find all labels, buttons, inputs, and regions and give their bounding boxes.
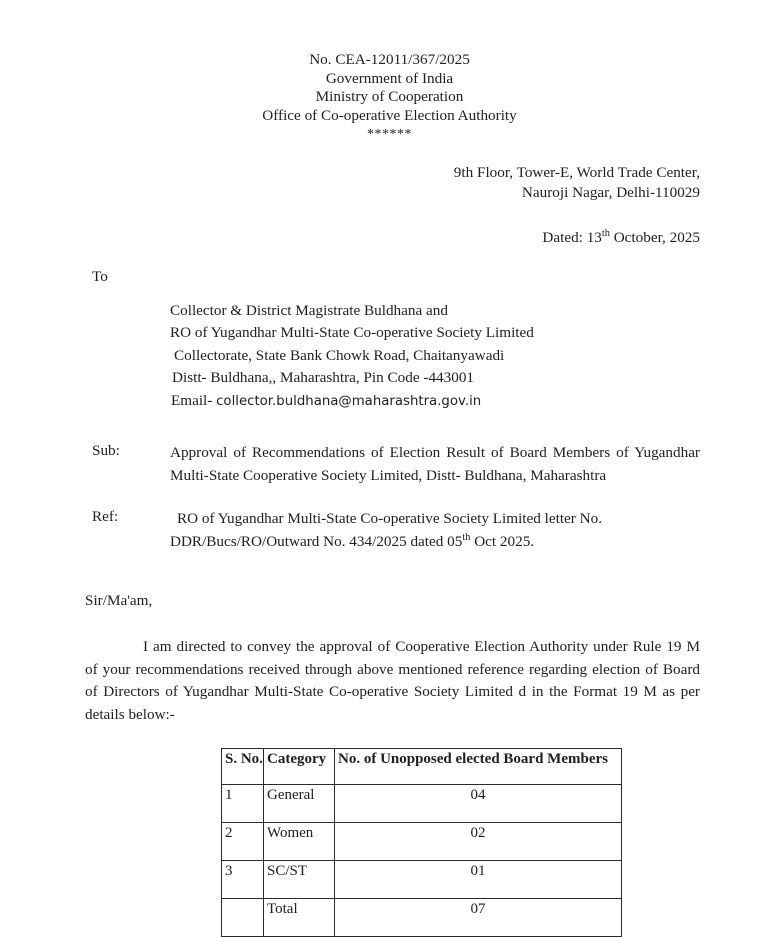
cell-count: 02: [335, 823, 622, 861]
letter-date: [0, 229, 700, 247]
table-row: [222, 823, 622, 861]
date-ordinal: th: [601, 227, 610, 239]
table-row: [222, 861, 622, 899]
reference-line-2-pre: DDR/Bucs/RO/Outward No. 434/2025 dated 05: [170, 532, 463, 550]
header-count: No. of Unopposed elected Board Members: [335, 749, 622, 785]
election-results-table: [221, 748, 622, 937]
header-sno: S. No.: [222, 749, 264, 785]
header-category: Category: [264, 749, 335, 785]
cell-count: 01: [335, 861, 622, 899]
separator-asterisks: ******: [367, 127, 412, 143]
table-body: [222, 785, 622, 937]
email-address: collector.buldhana@maharashtra.gov.in: [216, 393, 482, 409]
reference-line-1: RO of Yugandhar Multi-State Co-operative Society Limited letter No.: [177, 510, 603, 528]
reference-text: [170, 508, 700, 553]
sender-address-line-2: Nauroji Nagar, Delhi-110029: [521, 184, 700, 202]
to-label: To: [92, 267, 108, 285]
reference-line-2: [170, 531, 700, 554]
table-header-row: [222, 749, 622, 785]
addressee-email-line: [170, 390, 779, 414]
sender-address: [0, 163, 700, 204]
reference-row: [92, 508, 700, 553]
addressee-line-4: Distt- Buldhana,, Maharashtra, Pin Code -443001: [172, 369, 475, 387]
reference-line-2-post: Oct 2025.: [470, 532, 535, 550]
salutation: Sir/Ma'am,: [85, 592, 153, 610]
cell-sno: 3: [222, 861, 264, 899]
date-day: 13: [586, 228, 602, 246]
cell-count: 07: [335, 899, 622, 937]
cell-sno: [222, 899, 264, 937]
date-rest: October, 2025: [609, 228, 700, 246]
sender-address-line-1: 9th Floor, Tower-E, World Trade Center,: [453, 163, 700, 181]
letterhead: [0, 51, 779, 145]
cell-category: Total: [264, 899, 335, 937]
addressee-block: [170, 300, 779, 414]
cell-category: General: [264, 785, 335, 823]
cell-sno: 1: [222, 785, 264, 823]
subject-row: [92, 442, 700, 487]
table-row: [222, 785, 622, 823]
cell-count: 04: [335, 785, 622, 823]
addressee-line-3: Collectorate, State Bank Chowk Road, Chaitanyawadi: [174, 346, 505, 364]
office-line: Office of Co-operative Election Authority: [262, 106, 517, 124]
date-label: Dated:: [542, 228, 583, 246]
subject-text: Approval of Recommendations of Election Result of Board Members of Yugandhar Multi-State Cooperative Society Limited, Distt- Buldhana, Maharashtra: [170, 444, 700, 484]
addressee-line-1: Collector & District Magistrate Buldhana and: [170, 301, 448, 319]
addressee-line-2: RO of Yugandhar Multi-State Co-operative Society Limited: [170, 324, 534, 342]
ministry-line: Ministry of Cooperation: [315, 88, 464, 106]
government-line: Government of India: [325, 69, 454, 87]
email-label: Email-: [171, 391, 213, 409]
reference-number: No. CEA-12011/367/2025: [309, 51, 470, 68]
cell-category: SC/ST: [264, 861, 335, 899]
cell-category: Women: [264, 823, 335, 861]
results-table-wrapper: [221, 748, 779, 937]
table-row-total: [222, 899, 622, 937]
body-paragraph: I am directed to convey the approval of Cooperative Election Authority under Rule 19 M of your recommendations received through above mentioned reference regarding election of Board of Directors of Yugandhar Multi-State Co-operative Society Limited d in the Format 19 M as per details below:-: [85, 638, 700, 723]
cell-sno: 2: [222, 823, 264, 861]
reference-label: Ref:: [92, 508, 119, 526]
reference-ordinal: th: [462, 531, 471, 543]
subject-label: Sub:: [92, 442, 120, 460]
